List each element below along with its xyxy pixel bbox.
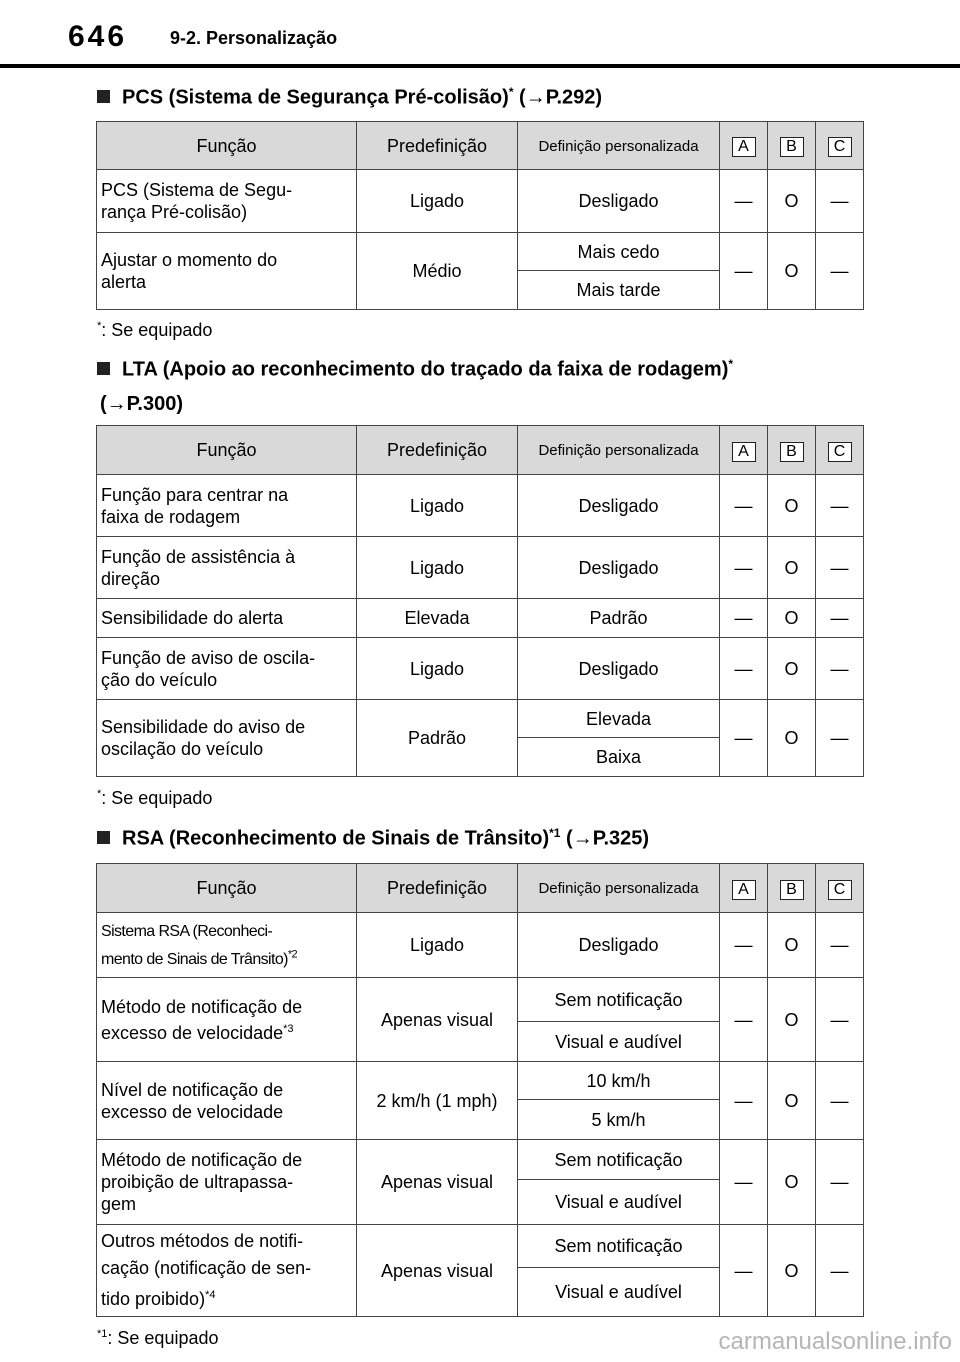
col-funcao: Função <box>97 426 357 475</box>
table-row: Método de notificação de excesso de velocidade$^{*3}$ Apenas visual Sem notificação — O — <box>97 978 864 1022</box>
lta-heading: LTA (Apoio ao reconhecimento do traçado da faixa de rodagem)* (→P.300) <box>97 349 733 419</box>
table-row: Função de assistência à direção Ligado Desligado — O — <box>97 537 864 599</box>
watermark: carmanualsonline.info <box>718 1328 952 1355</box>
rsa-table <box>96 863 864 1317</box>
col-c: C <box>828 880 852 900</box>
table-header-row <box>97 426 864 475</box>
table-row: Mais tarde <box>97 271 864 310</box>
table-row: Nível de notificação de excesso de velocidade 2 km/h (1 mph) 10 km/h — O — <box>97 1062 864 1100</box>
table-row: Função de aviso de oscila- ção do veículo Ligado Desligado — O — <box>97 638 864 700</box>
rsa-page-link[interactable]: (→P.325) <box>566 827 650 850</box>
col-b: B <box>780 137 804 157</box>
pcs-footnote: *: Se equipado <box>97 320 213 340</box>
bullet-square-icon <box>97 831 110 844</box>
pcs-table <box>96 121 864 310</box>
col-a: A <box>732 442 756 462</box>
lta-table <box>96 425 864 777</box>
col-a: A <box>732 880 756 900</box>
col-b: B <box>780 880 804 900</box>
pcs-heading: PCS (Sistema de Segurança Pré-colisão)* (→P.292) <box>97 77 602 113</box>
col-funcao: Função <box>97 122 357 170</box>
col-custom: Definição personalizada <box>538 880 699 897</box>
rsa-footnote: $^{*1}$: Se equipado <box>97 1328 219 1348</box>
table-row: Ajustar o momento do alerta Médio Mais cedo — O — <box>97 233 864 271</box>
table-row: Visual e audível <box>97 1022 864 1062</box>
col-funcao: Função <box>97 864 357 913</box>
col-predefinicao: Predefinição <box>357 122 518 170</box>
col-a: A <box>732 137 756 157</box>
lta-page-link[interactable]: (→P.300) <box>100 392 184 415</box>
header-rule <box>0 64 960 68</box>
table-row: Sistema RSA (Reconheci- mento de Sinais de Trânsito)$^{*2}$ Ligado Desligado — O — <box>97 913 864 978</box>
col-predefinicao: Predefinição <box>357 864 518 913</box>
table-row: PCS (Sistema de Segu- rança Pré-colisão) Ligado Desligado — O — <box>97 170 864 233</box>
page-number: 646 <box>68 20 128 53</box>
col-custom: Definição personalizada <box>538 137 699 155</box>
table-row: Sensibilidade do aviso de oscilação do veículo Padrão Elevada — O — <box>97 700 864 738</box>
col-c: C <box>828 137 852 157</box>
lta-footnote: *: Se equipado <box>97 788 213 808</box>
col-predefinicao: Predefinição <box>357 426 518 475</box>
table-row: Visual e audível <box>97 1268 864 1317</box>
bullet-square-icon <box>97 362 110 375</box>
col-c: C <box>828 442 852 462</box>
table-row: Outros métodos de notifi- cação (notificação de sen- tido proibido)$^{*4}$ Apenas visual Sem notificação — O — <box>97 1225 864 1268</box>
rsa-heading: RSA (Reconhecimento de Sinais de Trânsito)$^{*1}$ (→P.325) <box>97 818 649 854</box>
table-row: Baixa <box>97 738 864 777</box>
table-row: Visual e audível <box>97 1180 864 1225</box>
table-row: Sensibilidade do alerta Elevada Padrão — O — <box>97 599 864 638</box>
table-row: Função para centrar na faixa de rodagem Ligado Desligado — O — <box>97 475 864 537</box>
col-b: B <box>780 442 804 462</box>
table-row: 5 km/h <box>97 1100 864 1140</box>
pcs-page-link[interactable]: (→P.292) <box>519 86 603 109</box>
table-row: Método de notificação de proibição de ultrapassa- gem Apenas visual Sem notificação — O — <box>97 1140 864 1180</box>
table-header-row <box>97 864 864 913</box>
col-custom: Definição personalizada <box>538 442 699 459</box>
bullet-square-icon <box>97 90 110 103</box>
chapter-title: 9-2. Personalização <box>170 28 338 48</box>
table-header-row <box>97 122 864 170</box>
